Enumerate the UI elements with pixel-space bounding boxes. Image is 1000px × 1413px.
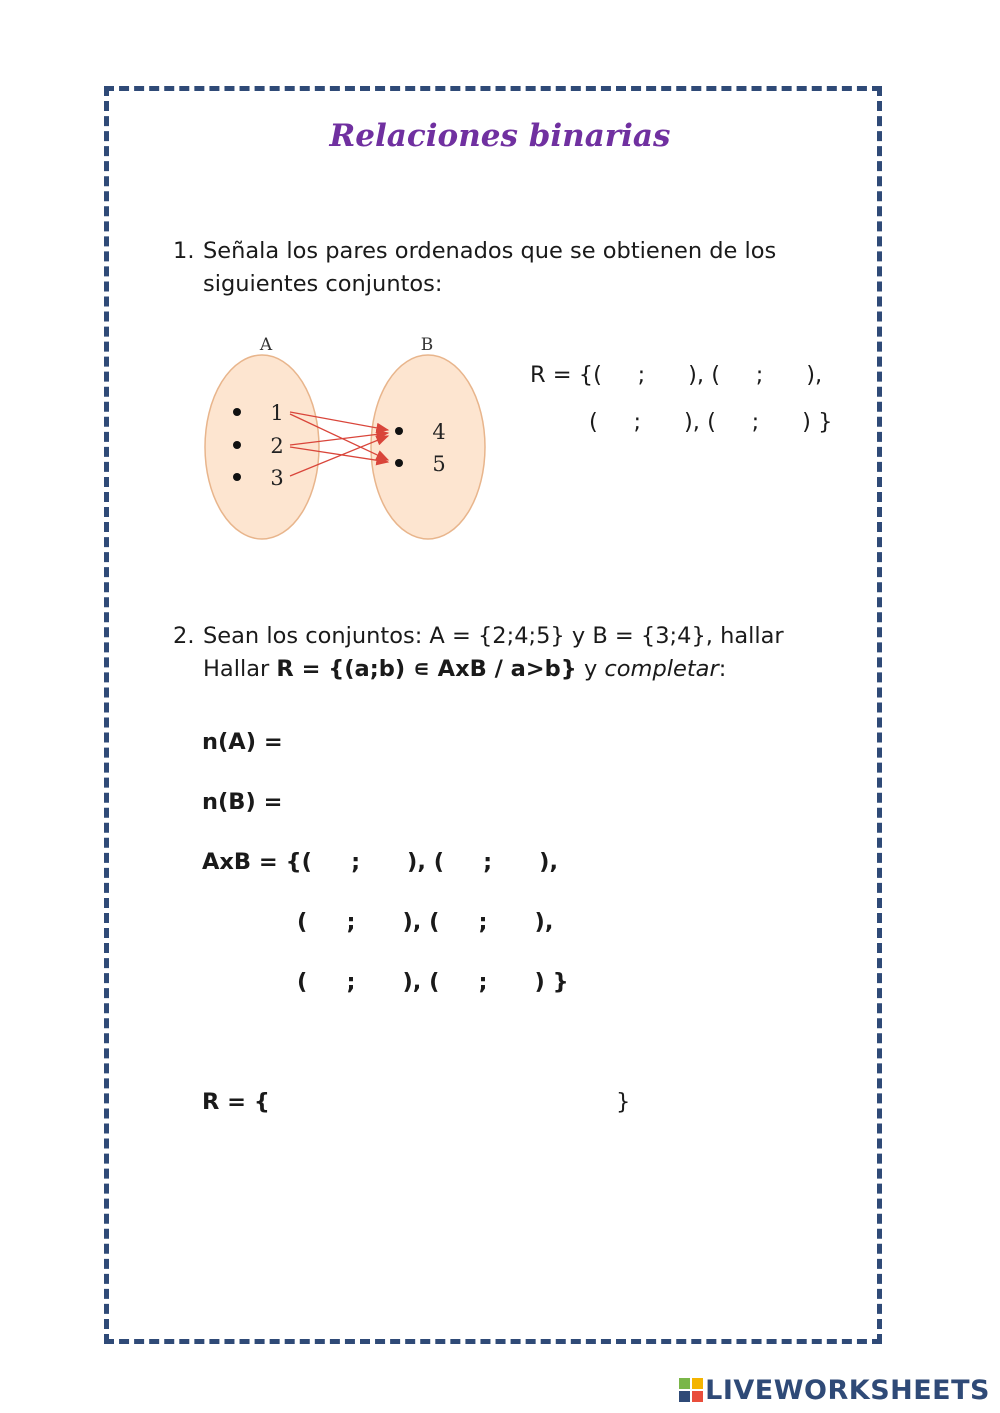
n-b-label: n(B) =	[202, 789, 283, 815]
set-a-element: 1	[270, 401, 284, 425]
set-a-dot	[233, 473, 241, 481]
q1-answer-line1: R = {( ; ), ( ; ),	[530, 362, 823, 388]
axb-line3: ( ; ), ( ; ) }	[297, 969, 569, 995]
liveworksheets-watermark	[679, 1375, 990, 1406]
q1-answer-line2: ( ; ), ( ; ) }	[589, 409, 833, 435]
set-b-ellipse	[371, 355, 485, 539]
question-2	[173, 620, 873, 690]
set-a-label: A	[259, 335, 273, 355]
relation-definition: R = {(a;b) ∊ AxB / a>b}	[276, 656, 577, 682]
line2-suffix: :	[718, 656, 727, 682]
set-b-element: 4	[432, 420, 446, 444]
line2-mid: y	[576, 656, 605, 682]
question-1-text-line2: siguientes conjuntos:	[203, 271, 443, 297]
set-b-element: 5	[432, 452, 446, 476]
question-1-number: 1.	[173, 238, 195, 264]
r-close: }	[616, 1089, 631, 1115]
set-a-ellipse	[205, 355, 319, 539]
question-2-text-line1: Sean los conjuntos: A = {2;4;5} y B = {3;4}, hallar	[203, 623, 784, 649]
set-a-dot	[233, 441, 241, 449]
arrow-diagram	[200, 330, 490, 545]
axb-line1: AxB = {( ; ), ( ; ),	[202, 849, 559, 875]
question-2-number: 2.	[173, 623, 195, 649]
set-a-element: 2	[270, 434, 284, 458]
liveworksheets-logo-icon	[679, 1378, 703, 1402]
r-open: R = {	[202, 1089, 270, 1115]
page-title: Relaciones binarias	[329, 118, 671, 154]
axb-line2: ( ; ), ( ; ),	[297, 909, 554, 935]
set-a-dot	[233, 408, 241, 416]
set-b-dot	[395, 427, 403, 435]
line2-prefix: Hallar	[203, 656, 277, 682]
set-a-element: 3	[270, 466, 284, 490]
n-a-label: n(A) =	[202, 729, 283, 755]
set-b-label: B	[420, 335, 434, 355]
question-1	[173, 235, 873, 305]
question-2-text-line2	[203, 653, 843, 686]
set-b-dot	[395, 459, 403, 467]
question-1-text-line1: Señala los pares ordenados que se obtienen de los	[203, 238, 777, 264]
line2-italic: completar	[604, 656, 719, 682]
watermark-text: LIVEWORKSHEETS	[705, 1375, 990, 1406]
